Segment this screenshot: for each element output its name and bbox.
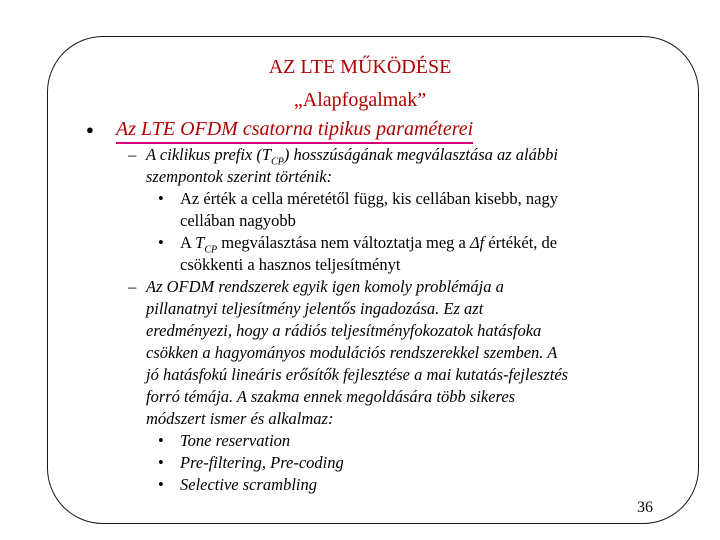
tcp-symbol-2: T [195,233,205,252]
page-number: 36 [637,499,653,516]
item1-text-b: ) hosszúságának megválasztása az alábbi [283,145,558,164]
item2-line: pillanatnyi teljesítmény jelentős ingadozása. Ez azt [146,299,484,318]
dot-bullet-1: • [158,189,164,208]
sub1-line1: Az érték a cella méretétől függ, kis cellában kisebb, nagy [180,189,558,208]
delta-f-symbol: Δf [470,233,485,252]
method-pre-filtering: Pre-filtering, Pre-coding [180,453,344,472]
sub2-line2: csökkenti a hasznos teljesítményt [180,255,401,274]
item2-line: csökken a hagyományos modulációs rendszerekkel szemben. A [146,343,558,362]
dot-bullet-3: • [158,431,164,450]
dot-bullet-4: • [158,453,164,472]
dash-bullet-2: – [128,277,137,296]
sub2-text-c: értékét, de [484,233,558,252]
item2-line: forró témája. A szakma ennek megoldására több sikeres [146,387,516,406]
sub1-line2: cellában nagyobb [180,211,296,230]
dot-bullet-5: • [158,475,164,494]
method-tone-reservation: Tone reservation [180,431,291,450]
tcp-symbol: T [261,145,272,164]
item1-text-a: A ciklikus prefix ( [146,145,262,164]
tcp-subscript-2: CP [204,244,218,256]
slide-heading: Az LTE OFDM csatorna tipikus paraméterei [116,116,473,144]
item2-line: módszert ismer és alkalmaz: [146,409,334,428]
dash-bullet-1: – [128,145,137,164]
slide-subtitle: „Alapfogalmak” [293,89,427,111]
item1-line2: szempontok szerint történik: [146,167,333,186]
item2-line: jó hatásfokú lineáris erősítők fejlesztése a mai kutatás-fejlesztés [146,365,569,384]
sub2-text-b: megválasztása nem változtatja meg a [217,233,470,252]
item2-line: Az OFDM rendszerek egyik igen komoly problémája a [146,277,504,296]
tcp-subscript: CP [271,156,284,168]
slide-title: AZ LTE MŰKÖDÉSE [268,56,452,78]
sub2-text-a: A [180,233,196,252]
heading-bullet-icon: ● [86,122,94,137]
dot-bullet-2: • [158,233,164,252]
item2-line: eredményezi, hogy a rádiós teljesítményfokozatok hatásfoka [146,321,542,340]
method-selective-scrambling: Selective scrambling [180,475,317,494]
